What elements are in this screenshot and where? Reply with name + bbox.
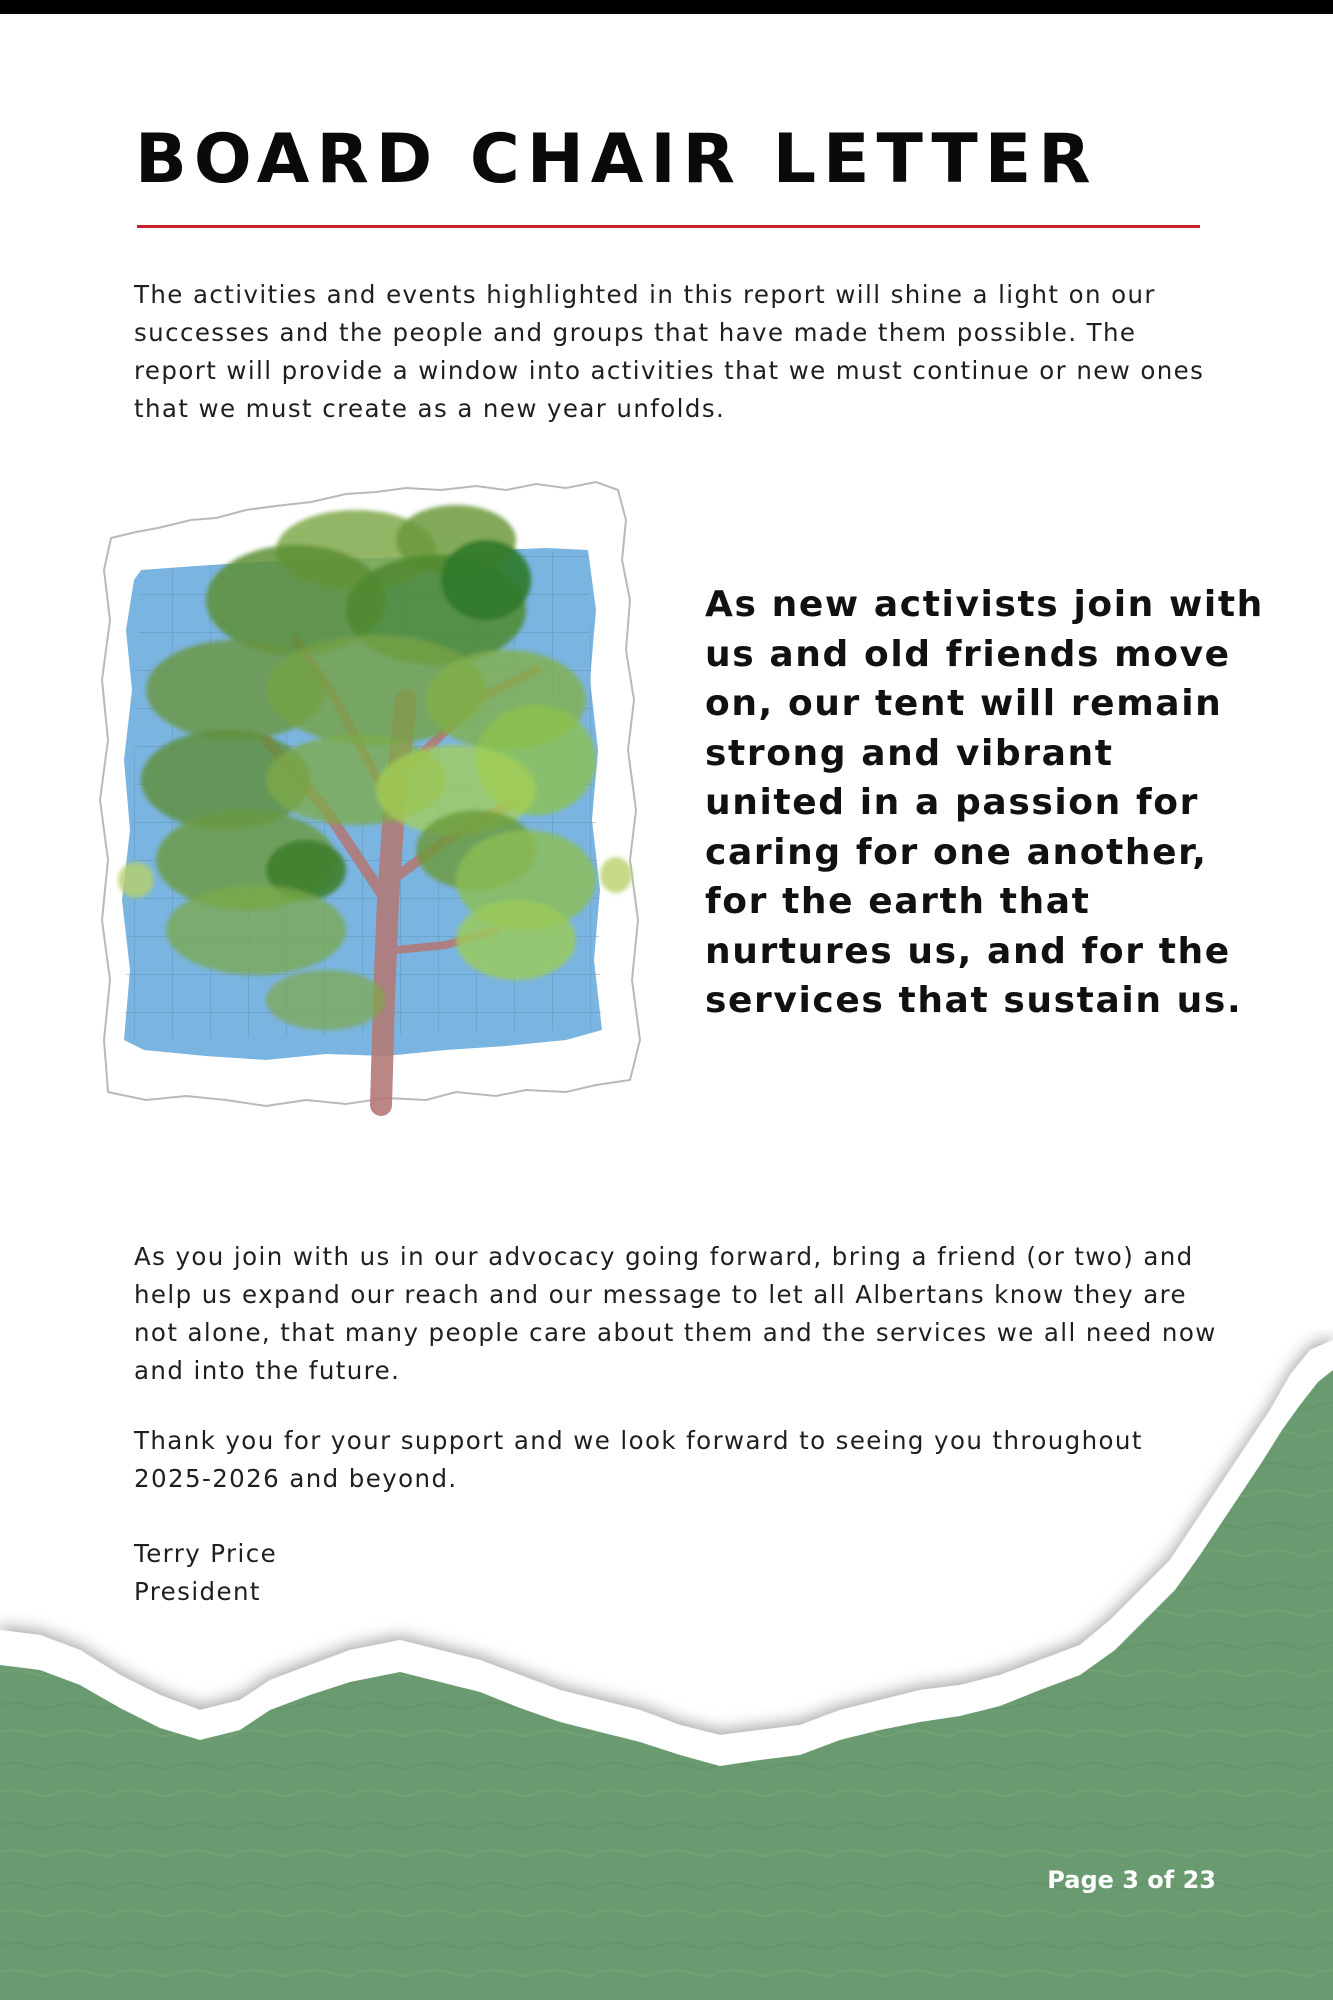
page-title: BOARD CHAIR LETTER xyxy=(135,120,1098,199)
top-border-bar xyxy=(0,0,1333,14)
intro-paragraph: The activities and events highlighted in this report will shine a light on our successes and the people and groups that have made them possible. The report will provide a window into activities that we must continue or new ones that we must create as a new year unfolds. xyxy=(134,280,1205,423)
page-number: Page 3 of 23 xyxy=(1047,1866,1216,1894)
signature-name: Terry Price xyxy=(134,1539,278,1568)
title-underline xyxy=(137,225,1200,228)
signature-block xyxy=(134,1535,1224,1611)
pull-quote: As new activists join with us and old friends move on, our tent will remain strong and vibrant united in a passion for caring for one another, for the earth that nurtures us, and for the services that sustain us. xyxy=(705,584,1264,1021)
closing-paragraph-advocacy: As you join with us in our advocacy going forward, bring a friend (or two) and help us expand our reach and our message to let all Albertans know they are not alone, that many people care about them and the services we all need now and into the future. xyxy=(134,1242,1217,1385)
closing-paragraph-thanks: Thank you for your support and we look forward to seeing you throughout 2025-2026 and beyond. xyxy=(134,1426,1143,1493)
tree-illustration xyxy=(96,480,666,1150)
signature-role: President xyxy=(134,1577,261,1606)
